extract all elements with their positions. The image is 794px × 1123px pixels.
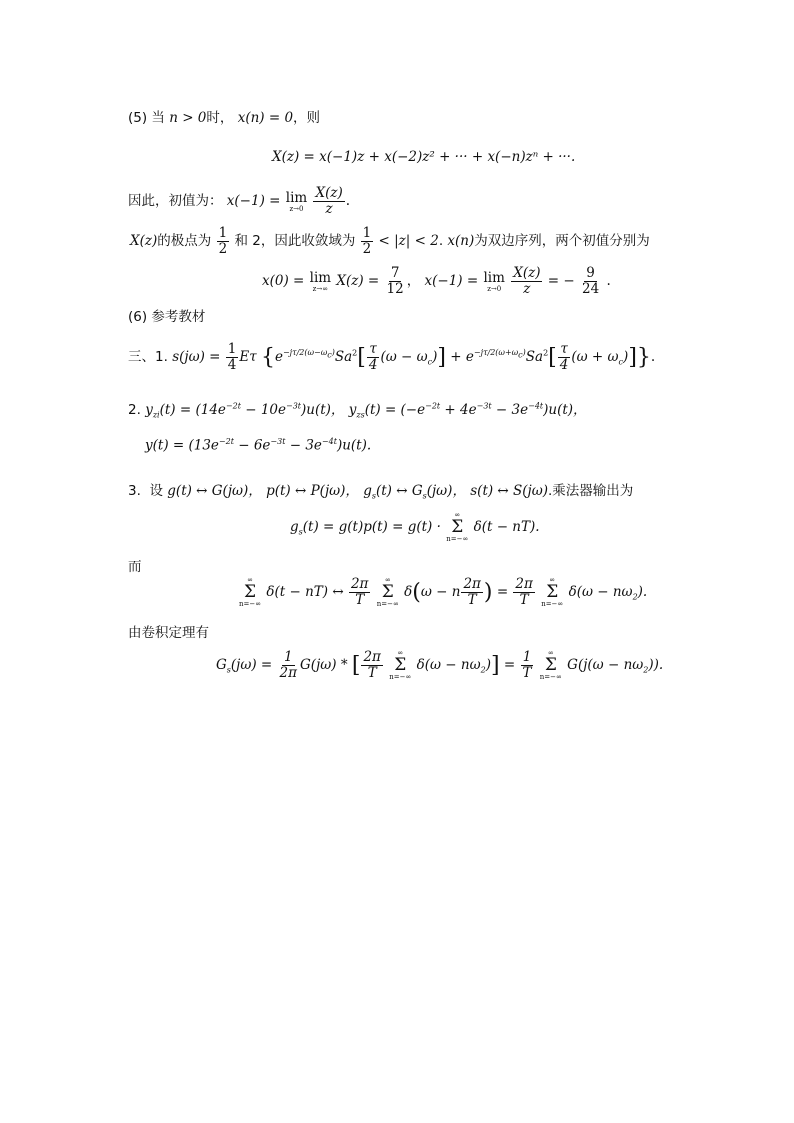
p6-label: (6) xyxy=(128,309,148,325)
s3-1-e1: $e^{-j\tau/2(\omega-\omega_c)}$ xyxy=(274,348,335,365)
frac-num: τ xyxy=(369,341,377,357)
y-e1: −2t xyxy=(218,437,234,446)
gs-a: g xyxy=(290,519,299,535)
p5-poles-text2: 和 2，因此收敛域为 xyxy=(234,232,356,249)
s3-1-e2: $e^{-j\tau/2(\omega+\omega_c)}$ xyxy=(465,348,526,365)
cv-g: G(j(ω − nω xyxy=(567,657,644,673)
yzs-sub: zs xyxy=(356,410,365,420)
p5-poles-text1: 的极点为 xyxy=(157,232,212,249)
arg1-sub: c xyxy=(427,357,433,367)
yzs-m1: + 4e xyxy=(440,402,477,418)
p5-roc-frac xyxy=(361,226,374,257)
exp-d: c xyxy=(518,350,523,360)
frac-num: 7 xyxy=(390,265,400,281)
iv-a-lhs: x(0) = xyxy=(262,272,305,289)
p5-poles-line xyxy=(130,226,650,257)
cv-h: )). xyxy=(648,657,664,673)
s3-1-line xyxy=(128,342,655,373)
p5-init-line xyxy=(128,186,350,217)
exp-b: τ/2 xyxy=(483,348,496,358)
arg1-rest: (ω − ω xyxy=(380,348,428,365)
sum-sup: ∞ xyxy=(454,511,461,519)
iv-a-mid: X(z) = xyxy=(336,272,380,289)
frac-num: 2π xyxy=(363,649,381,666)
p3s: s xyxy=(371,491,376,501)
yzi-end: )u(t)， xyxy=(301,402,345,418)
frac-num: 1 xyxy=(227,341,237,357)
s3-1-plus: + xyxy=(450,348,462,365)
exp-e: ) xyxy=(522,348,526,358)
sum-6 xyxy=(540,650,562,681)
yzs-eq: (t) = (−e xyxy=(364,402,426,418)
ft-frac3 xyxy=(513,577,534,608)
iv-b-frac xyxy=(511,266,542,297)
p5-cond2: x(n) = 0 xyxy=(237,110,294,126)
cv-d: δ(ω − nω xyxy=(416,657,481,673)
sum-sup: ∞ xyxy=(384,576,391,584)
yzs-e1: −2t xyxy=(425,401,441,411)
lim-sub: z→∞ xyxy=(312,284,329,293)
p5-roc-rest: < |z| < 2 xyxy=(378,232,439,249)
lim-text: lim xyxy=(483,269,505,286)
y-e2: −3t xyxy=(270,437,286,446)
frac-den: 4 xyxy=(559,356,569,373)
s3-1-sa1: Sa xyxy=(334,348,353,365)
pair2: p(t) ↔ P(jω)， xyxy=(266,483,359,499)
sum-sup: ∞ xyxy=(549,576,556,584)
sum-2 xyxy=(239,577,261,608)
s3-3-label: 3. xyxy=(128,483,141,499)
y-m2: − 3e xyxy=(285,437,322,454)
frac-num: 1 xyxy=(218,225,228,241)
sum-sup: ∞ xyxy=(397,649,404,657)
pair3 xyxy=(363,483,466,499)
gs-c: δ(t − nT). xyxy=(473,519,540,535)
s3-1-label: 三、1. xyxy=(128,348,168,365)
sum-sig: Σ xyxy=(544,655,557,675)
yzi-eq: (t) = (14e xyxy=(159,402,226,418)
frac-den: 2 xyxy=(218,240,228,257)
sum-sig: Σ xyxy=(394,655,407,675)
sum-sig: Σ xyxy=(451,517,464,537)
arg2-sub: c xyxy=(618,357,624,367)
yzs-e3: −4t xyxy=(528,401,544,411)
p5-text1: 当 xyxy=(151,110,165,126)
bracket-close-1: ] xyxy=(437,344,446,370)
p5-cond1: n > 0 xyxy=(169,110,207,126)
iv-b-rfrac xyxy=(580,266,601,297)
paren-close: ) xyxy=(483,580,493,605)
p6-line xyxy=(128,305,205,325)
p5-line xyxy=(128,106,320,126)
cv-frac1 xyxy=(278,650,299,681)
cv-d-sub: 2 xyxy=(480,665,486,675)
s3-3-text2: .乘法器输出为 xyxy=(548,483,634,499)
p5-half-frac xyxy=(217,226,230,257)
p5-poles-pre: X(z) xyxy=(130,232,158,249)
sum-sig: Σ xyxy=(546,582,559,602)
ft-d: = xyxy=(496,584,509,600)
lim-text: lim xyxy=(285,189,308,206)
cv-a-sub: s xyxy=(226,665,231,675)
p5-poles-text4: 为双边序列，两个初值分别为 xyxy=(474,232,650,249)
s3-1-close: } xyxy=(636,344,651,370)
cv-g-sub: 2 xyxy=(643,665,649,675)
s3-3-text1: 设 xyxy=(149,483,163,499)
frac-den: T xyxy=(355,592,365,608)
y-m1: − 6e xyxy=(233,437,271,454)
p5-text3: ，则 xyxy=(293,110,321,126)
p6-text: 参考教材 xyxy=(151,309,206,325)
bracket-close-2: ] xyxy=(628,344,637,370)
p5-iv-line xyxy=(262,266,611,297)
sq1: 2 xyxy=(352,348,358,358)
exp-e: ) xyxy=(331,348,335,358)
frac-den: T xyxy=(519,592,529,608)
sum-4 xyxy=(541,577,563,608)
exp-c: (ω−ω xyxy=(304,348,328,358)
yzs-end: )u(t)， xyxy=(543,402,587,418)
yzi xyxy=(145,402,344,418)
frac-num: X(z) xyxy=(513,265,541,281)
sq2: 2 xyxy=(543,348,549,358)
cv-e: ) xyxy=(485,657,491,673)
cv-a: G xyxy=(216,657,227,673)
exp-b: τ/2 xyxy=(292,348,305,358)
s3-1-coef xyxy=(226,342,239,373)
s3-1-sa2: Sa xyxy=(525,348,544,365)
sum-sup: ∞ xyxy=(247,576,253,584)
sum-5 xyxy=(389,650,411,681)
frac-den: 2π xyxy=(279,665,298,681)
sum-sub: n=−∞ xyxy=(446,535,469,543)
pair1: g(t) ↔ G(jω)， xyxy=(167,483,262,499)
frac-den: T xyxy=(522,665,532,681)
s3-1-arg2-frac xyxy=(558,342,571,373)
y-eq: y(t) = (13e xyxy=(145,437,219,454)
iv-b-lim xyxy=(483,270,504,293)
iv-b-lhs: x(−1) = xyxy=(424,272,479,289)
yzs xyxy=(349,402,587,418)
sum-sub: n=−∞ xyxy=(239,600,262,608)
frac-den: 4 xyxy=(227,356,237,373)
sum-sub: n=−∞ xyxy=(541,600,564,608)
er-line: 而 xyxy=(128,559,142,575)
yzs-m2: − 3e xyxy=(491,402,529,418)
p5-init-end: . xyxy=(345,192,351,209)
arg2-rest: (ω + ω xyxy=(571,348,619,365)
exp-c: (ω+ω xyxy=(495,348,519,358)
frac-num: 1 xyxy=(522,649,532,666)
frac-num: 9 xyxy=(586,265,595,281)
cv-bracket-close: ] xyxy=(490,653,500,678)
ft-b: δ xyxy=(404,584,413,600)
yzs-e2: −3t xyxy=(476,401,492,411)
gs-eq xyxy=(290,512,540,543)
bracket-open-1: [ xyxy=(357,344,366,370)
sum-3 xyxy=(377,577,399,608)
ft-e: δ(ω − nω xyxy=(568,584,633,600)
cv-b: (jω) = xyxy=(230,657,273,673)
frac-den: 24 xyxy=(582,280,600,297)
p5-label: (5) xyxy=(128,110,148,126)
s3-2-label: 2. xyxy=(128,402,141,418)
y-e3: −4t xyxy=(321,437,337,446)
frac-den: z xyxy=(523,280,531,297)
s3-1-lhs: s(jω) = xyxy=(172,348,221,365)
ft-e-sub: 2 xyxy=(632,592,638,602)
ft-c: ω − n xyxy=(420,584,461,600)
frac-num: 1 xyxy=(283,649,293,666)
arg2-end: ) xyxy=(623,348,629,365)
cv-eq xyxy=(216,650,663,681)
p3a: g xyxy=(363,483,372,499)
y-end: )u(t). xyxy=(336,437,372,454)
yzs-y: y xyxy=(348,402,357,418)
iv-a-lim xyxy=(310,270,331,293)
sum-sub: n=−∞ xyxy=(389,673,412,681)
p5-poles-text3: . xyxy=(438,232,444,249)
pair4: s(t) ↔ S(jω) xyxy=(470,483,549,499)
exp-a: −j xyxy=(282,348,293,358)
frac-den: 4 xyxy=(368,356,378,373)
lim-sub: z→0 xyxy=(487,284,502,293)
frac-den: z xyxy=(325,200,333,217)
gs-b: (t) = g(t)p(t) = g(t) · xyxy=(302,519,441,535)
cv-bracket-open: [ xyxy=(351,653,361,678)
p3d: (jω)， xyxy=(426,483,466,499)
p5-init-frac xyxy=(313,186,344,217)
yzi-e1: −2t xyxy=(225,401,241,411)
lim-sub: z→0 xyxy=(289,204,304,213)
paren-open: ( xyxy=(412,580,421,605)
s3-2-line2 xyxy=(145,437,371,454)
p5-eq1: X(z) = x(−1)z + x(−2)z² + ··· + x(−n)zⁿ + ···. xyxy=(272,149,576,165)
p5-text2: 时， xyxy=(206,110,234,126)
frac-den: 2 xyxy=(362,240,372,257)
frac-den: T xyxy=(467,592,477,608)
arg1-end: ) xyxy=(432,348,438,365)
ft-f: ). xyxy=(637,584,648,600)
s3-3-line1 xyxy=(128,479,633,501)
frac-den: 12 xyxy=(386,280,404,297)
cv-frac3 xyxy=(520,650,533,681)
exp-d: c xyxy=(327,350,332,360)
sum-sup: ∞ xyxy=(547,649,554,657)
iv-b-end: . xyxy=(606,272,611,289)
exp-a: −j xyxy=(473,348,484,358)
cv-frac2 xyxy=(361,650,382,681)
p5-init-lhs: x(−1) = xyxy=(226,192,281,209)
p5-init-text: 因此，初值为： xyxy=(128,192,223,209)
ft-frac1 xyxy=(349,577,370,608)
frac-num: 2π xyxy=(463,576,481,593)
yzi-sub: zi xyxy=(152,410,160,420)
frac-den: T xyxy=(367,665,377,681)
lim-text: lim xyxy=(309,269,332,286)
cv-c: G(jω) * xyxy=(300,657,348,673)
s3-2-line1 xyxy=(128,398,587,420)
p3b: (t) ↔ G xyxy=(375,483,423,499)
yzi-y: y xyxy=(145,402,153,418)
s3-1-open: { xyxy=(260,344,275,370)
sum-sig: Σ xyxy=(244,582,257,602)
p5-init-lim xyxy=(286,190,307,213)
frac-num: X(z) xyxy=(315,185,343,201)
ft-eq xyxy=(238,577,647,608)
cv-f: = xyxy=(503,657,516,673)
sum-sub: n=−∞ xyxy=(539,673,562,681)
yzi-m: − 10e xyxy=(240,402,286,418)
gs-s: s xyxy=(298,527,303,537)
conv-text: 由卷积定理有 xyxy=(128,625,209,641)
bracket-open-2: [ xyxy=(548,344,557,370)
iv-a-frac xyxy=(385,266,406,297)
frac-num: τ xyxy=(560,341,568,357)
ft-a: δ(t − nT) ↔ xyxy=(266,584,344,600)
p3c: s xyxy=(422,491,427,501)
sum-sub: n=−∞ xyxy=(376,600,399,608)
yzi-e2: −3t xyxy=(285,401,301,411)
p5-poles-xn: x(n) xyxy=(447,232,475,249)
iv-sep: ， xyxy=(406,272,421,289)
s3-1-arg1-frac xyxy=(367,342,380,373)
frac-num: 2π xyxy=(350,576,369,593)
sum-1 xyxy=(446,512,468,543)
ft-frac2 xyxy=(461,577,482,608)
s3-1-coef-rest: Eτ xyxy=(239,348,257,365)
frac-num: 2π xyxy=(515,576,533,593)
s3-1-end: . xyxy=(650,348,656,365)
iv-b-eq: = − xyxy=(547,272,575,289)
sum-sig: Σ xyxy=(381,582,394,602)
frac-num: 1 xyxy=(362,225,372,241)
